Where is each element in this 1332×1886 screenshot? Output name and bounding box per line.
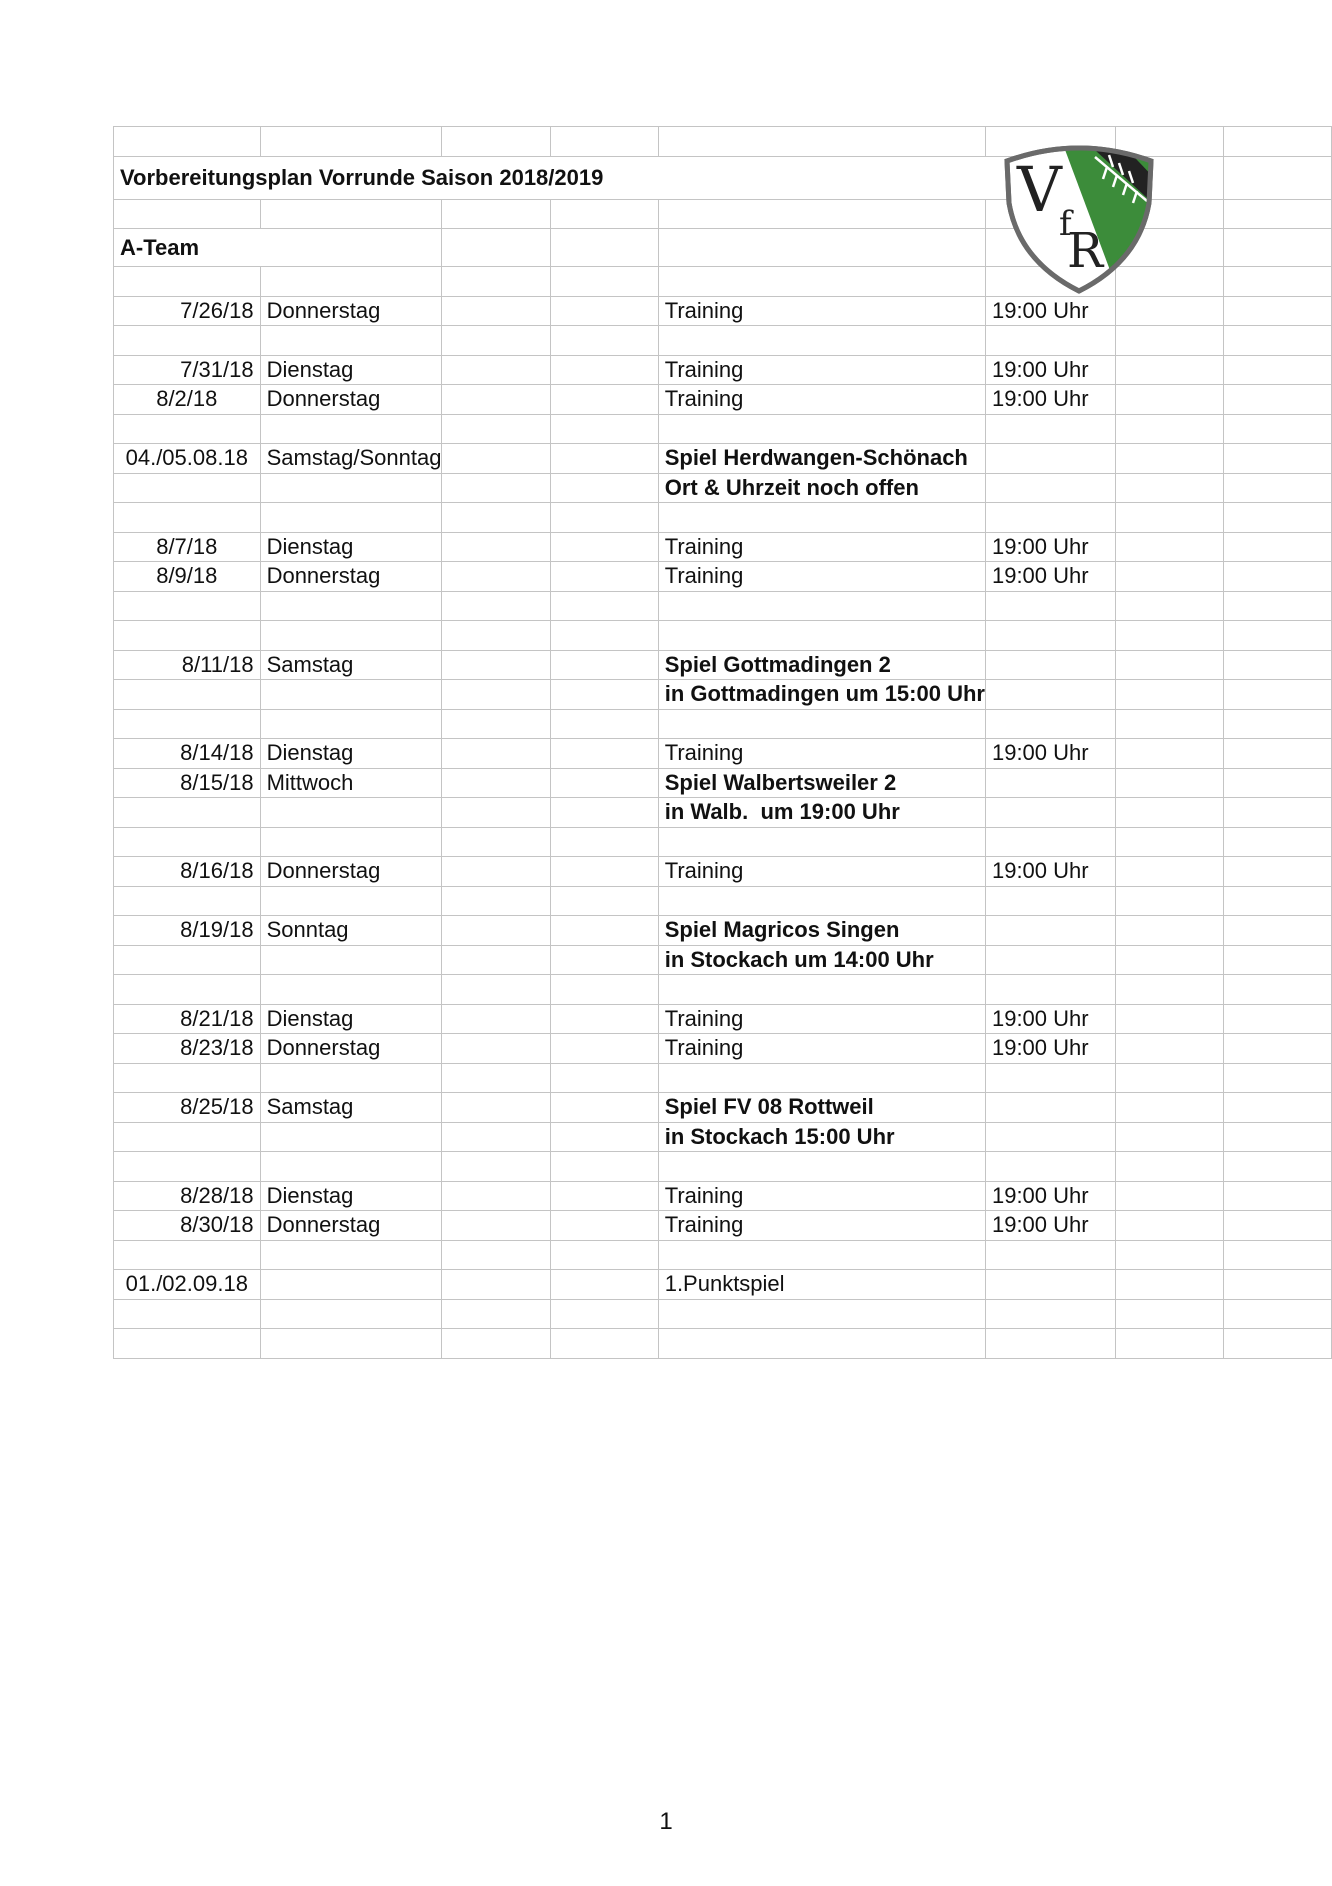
match-cell: Spiel FV 08 Rottweil — [658, 1093, 985, 1123]
day-cell: Donnerstag — [260, 562, 442, 592]
time-cell: 19:00 Uhr — [985, 296, 1115, 326]
date-cell: 8/15/18 — [114, 768, 261, 798]
logo-letter-r: R — [1067, 223, 1104, 279]
logo-letter-f: f — [1059, 204, 1072, 244]
event-cell: Training — [658, 1211, 985, 1241]
day-cell: Sonntag — [260, 916, 442, 946]
page-number: 1 — [659, 1808, 673, 1835]
time-cell: 19:00 Uhr — [985, 532, 1115, 562]
day-cell: Mittwoch — [260, 768, 442, 798]
day-cell: Dienstag — [260, 1181, 442, 1211]
time-cell: 19:00 Uhr — [985, 355, 1115, 385]
event-cell: Training — [658, 296, 985, 326]
empty-row — [114, 326, 1332, 356]
date-cell: 8/14/18 — [114, 739, 261, 769]
date-cell: 7/31/18 — [114, 355, 261, 385]
table-row — [114, 768, 1332, 798]
day-cell: Samstag/Sonntag — [260, 444, 442, 474]
empty-row — [114, 1299, 1332, 1329]
page-title: Vorbereitungsplan Vorrunde Saison 2018/2019 — [114, 156, 1224, 199]
date-cell: 8/9/18 — [114, 562, 261, 592]
empty-row — [114, 1152, 1332, 1182]
event-cell: Training — [658, 562, 985, 592]
date-cell: 8/30/18 — [114, 1211, 261, 1241]
day-cell: Dienstag — [260, 355, 442, 385]
table-row — [114, 798, 1332, 828]
time-cell: 19:00 Uhr — [985, 385, 1115, 415]
date-cell: 01./02.09.18 — [114, 1270, 261, 1300]
table-row — [114, 444, 1332, 474]
day-cell: Dienstag — [260, 739, 442, 769]
empty-row — [114, 975, 1332, 1005]
time-cell: 19:00 Uhr — [985, 1034, 1115, 1064]
empty-row — [114, 414, 1332, 444]
date-cell: 04./05.08.18 — [114, 444, 261, 474]
date-cell: 8/11/18 — [114, 650, 261, 680]
match-cell: Spiel Walbertsweiler 2 — [658, 768, 985, 798]
day-cell: Donnerstag — [260, 1211, 442, 1241]
match-detail-cell: in Gottmadingen um 15:00 Uhr — [658, 680, 985, 710]
day-cell: Dienstag — [260, 1004, 442, 1034]
table-row — [114, 680, 1332, 710]
table-row — [114, 473, 1332, 503]
empty-row — [114, 1240, 1332, 1270]
event-cell: Training — [658, 857, 985, 887]
table-row — [114, 1122, 1332, 1152]
time-cell: 19:00 Uhr — [985, 739, 1115, 769]
date-cell: 8/7/18 — [114, 532, 261, 562]
empty-row — [114, 621, 1332, 651]
event-cell: Training — [658, 1181, 985, 1211]
match-detail-cell: in Walb. um 19:00 Uhr — [658, 798, 985, 828]
date-cell: 8/28/18 — [114, 1181, 261, 1211]
event-cell: Training — [658, 739, 985, 769]
date-cell: 8/21/18 — [114, 1004, 261, 1034]
table-row — [114, 1181, 1332, 1211]
match-cell: Spiel Herdwangen-Schönach — [658, 444, 985, 474]
empty-row — [114, 709, 1332, 739]
club-logo — [999, 139, 1159, 295]
day-cell: Donnerstag — [260, 385, 442, 415]
table-row — [114, 385, 1332, 415]
empty-row — [114, 591, 1332, 621]
table-row — [114, 739, 1332, 769]
event-cell: 1.Punktspiel — [658, 1270, 985, 1300]
day-cell: Samstag — [260, 650, 442, 680]
table-row — [114, 1270, 1332, 1300]
date-cell: 8/25/18 — [114, 1093, 261, 1123]
match-detail-cell: in Stockach um 14:00 Uhr — [658, 945, 985, 975]
match-detail-cell: Ort & Uhrzeit noch offen — [658, 473, 985, 503]
table-row — [114, 532, 1332, 562]
time-cell: 19:00 Uhr — [985, 1004, 1115, 1034]
team-name: A-Team — [114, 229, 442, 267]
day-cell: Donnerstag — [260, 296, 442, 326]
table-row — [114, 650, 1332, 680]
day-cell: Dienstag — [260, 532, 442, 562]
event-cell: Training — [658, 1004, 985, 1034]
day-cell: Donnerstag — [260, 1034, 442, 1064]
table-row — [114, 1034, 1332, 1064]
event-cell: Training — [658, 385, 985, 415]
time-cell: 19:00 Uhr — [985, 1181, 1115, 1211]
logo-letter-v: V — [1017, 153, 1062, 226]
day-cell: Samstag — [260, 1093, 442, 1123]
date-cell: 7/26/18 — [114, 296, 261, 326]
empty-row — [114, 1329, 1332, 1359]
empty-row — [114, 1063, 1332, 1093]
event-cell: Training — [658, 1034, 985, 1064]
match-detail-cell: in Stockach 15:00 Uhr — [658, 1122, 985, 1152]
match-cell: Spiel Magricos Singen — [658, 916, 985, 946]
date-cell: 8/2/18 — [114, 385, 261, 415]
day-cell: Donnerstag — [260, 857, 442, 887]
event-cell: Training — [658, 355, 985, 385]
table-row — [114, 857, 1332, 887]
schedule-table — [113, 126, 1332, 1359]
table-row — [114, 1211, 1332, 1241]
date-cell: 8/16/18 — [114, 857, 261, 887]
event-cell: Training — [658, 532, 985, 562]
table-row — [114, 355, 1332, 385]
date-cell: 8/23/18 — [114, 1034, 261, 1064]
time-cell: 19:00 Uhr — [985, 562, 1115, 592]
time-cell: 19:00 Uhr — [985, 857, 1115, 887]
table-row — [114, 916, 1332, 946]
table-row — [114, 1004, 1332, 1034]
time-cell: 19:00 Uhr — [985, 1211, 1115, 1241]
table-row — [114, 1093, 1332, 1123]
empty-row — [114, 827, 1332, 857]
date-cell: 8/19/18 — [114, 916, 261, 946]
table-row — [114, 562, 1332, 592]
empty-row — [114, 886, 1332, 916]
table-row — [114, 296, 1332, 326]
table-row — [114, 945, 1332, 975]
empty-row — [114, 503, 1332, 533]
match-cell: Spiel Gottmadingen 2 — [658, 650, 985, 680]
